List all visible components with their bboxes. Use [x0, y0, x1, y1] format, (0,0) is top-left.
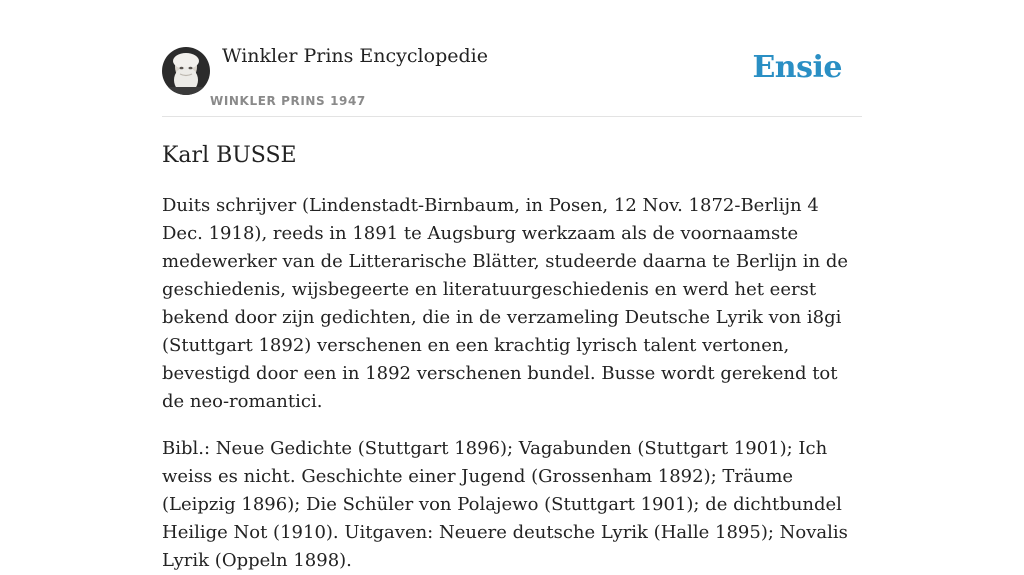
ensie-logo-link[interactable]: Ensie	[752, 50, 842, 85]
article-title: Karl BUSSE	[162, 143, 297, 168]
avatar[interactable]	[162, 47, 210, 95]
article-paragraph-body: Duits schrijver (Lindenstadt-Birnbaum, in Posen, 12 Nov. 1872-Berlijn 4 Dec. 1918), reeds in 1891 te Augsburg werkzaam als de voornaamste medewerker van de Litterarische Blätter, studeerde daarna te Berlijn in de geschiedenis, wijsbegeerte en literatuurgeschiedenis en werd het eerst bekend door zijn gedichten, die in de verzameling Deutsche Lyrik von i8gi (Stuttgart 1892) verschenen en een krachtig lyrisch talent vertonen, bevestigd door een in 1892 verschenen bundel. Busse wordt gerekend tot de neo-romantici.	[162, 195, 849, 412]
bearded-man-portrait-icon	[162, 47, 210, 95]
source-header	[162, 0, 862, 117]
article-paragraph-bibliography: Bibl.: Neue Gedichte (Stuttgart 1896); Vagabunden (Stuttgart 1901); Ich weiss es nicht. Geschichte einer Jugend (Grossenham 1892); Träume (Leipzig 1896); Die Schüler von Polajewo (Stuttgart 1901); de dichtbundel Heilige Not (1910). Uitgaven: Neuere deutsche Lyrik (Halle 1895); Novalis Lyrik (Oppeln 1898).	[162, 438, 848, 571]
source-title[interactable]: Winkler Prins Encyclopedie	[222, 45, 488, 67]
source-subtitle: WINKLER PRINS 1947	[210, 94, 366, 108]
page	[162, 0, 862, 575]
